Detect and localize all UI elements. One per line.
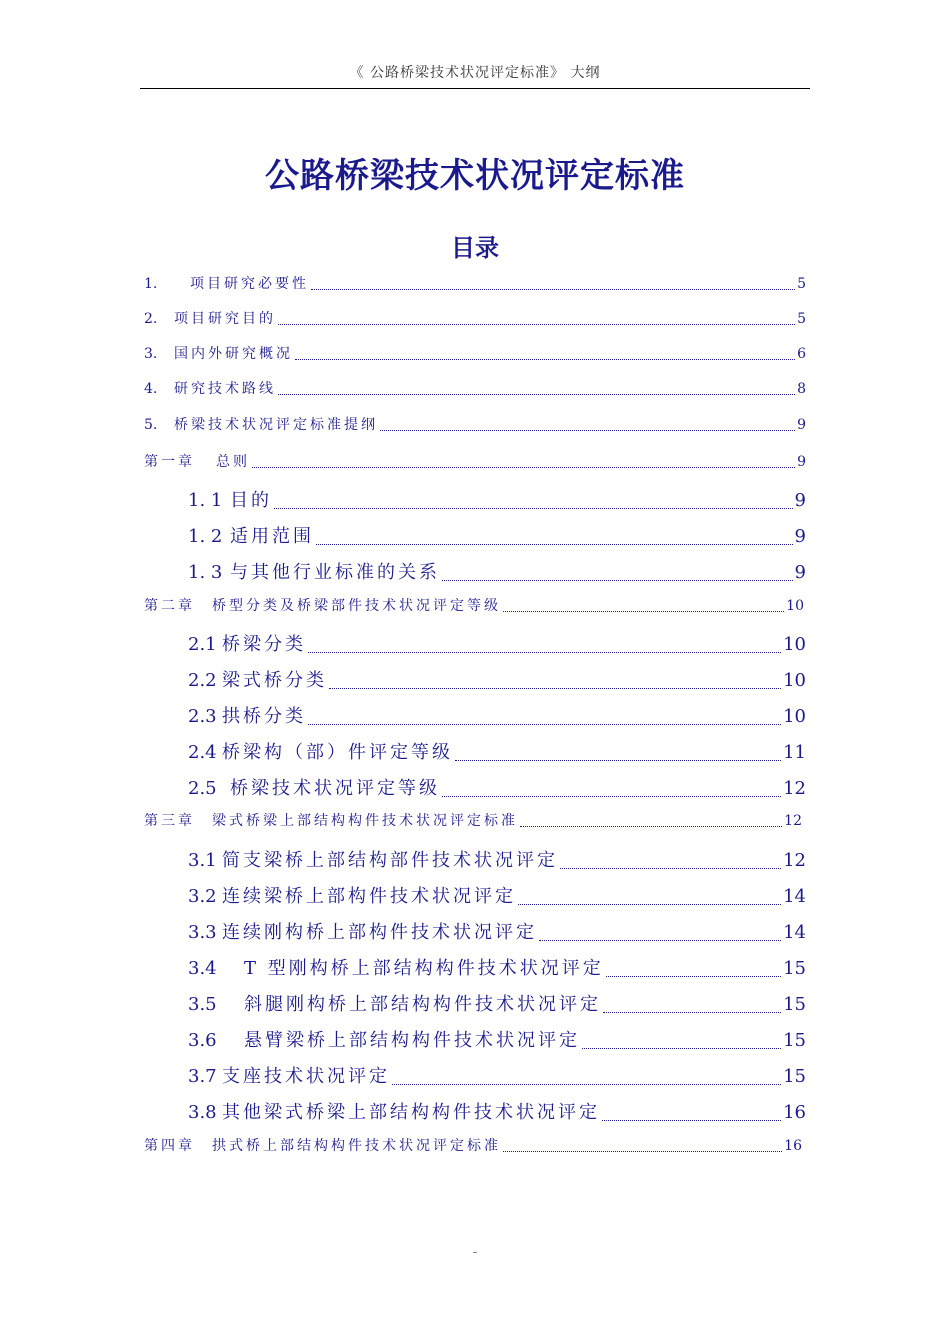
toc-entry-number: 第四章 xyxy=(144,1138,195,1154)
toc-leader-dots xyxy=(311,289,795,290)
toc-leader-dots xyxy=(603,1012,781,1013)
toc-entry-page: 9 xyxy=(794,490,806,511)
running-header: 《 公路桥梁技术状况评定标准》 大纲 xyxy=(349,65,601,81)
toc-section[interactable] xyxy=(188,486,806,512)
toc-leader-dots xyxy=(582,1048,781,1049)
toc-entry-page: 10 xyxy=(783,670,806,691)
toc-entry-title: 简支梁桥上部结构部件技术状况评定 xyxy=(222,850,558,871)
toc-section[interactable] xyxy=(188,954,806,980)
toc-section[interactable] xyxy=(188,702,806,728)
toc-section[interactable] xyxy=(188,990,806,1016)
toc-leader-dots xyxy=(380,430,795,431)
toc-entry-number: 2.5 xyxy=(188,778,217,799)
toc-entry-page: 16 xyxy=(783,1102,806,1123)
toc-leader-dots xyxy=(308,724,781,725)
toc-entry-title: 桥梁分类 xyxy=(222,634,306,655)
toc-entry-number: 3.7 xyxy=(188,1066,217,1087)
toc-leader-dots xyxy=(602,1120,781,1121)
toc-entry-page: 16 xyxy=(784,1138,802,1154)
toc-entry-number: 2.4 xyxy=(188,742,217,763)
toc-leader-dots xyxy=(520,826,782,827)
toc-chapter[interactable] xyxy=(144,451,806,471)
toc-entry-page: 9 xyxy=(797,454,806,470)
toc-entry-page: 6 xyxy=(797,346,806,362)
toc-entry-title: T 型刚构桥上部结构构件技术状况评定 xyxy=(244,958,604,979)
toc-entry-page: 10 xyxy=(783,706,806,727)
toc-entry-title: 与其他行业标准的关系 xyxy=(230,562,440,583)
toc-entry-title: 梁式桥梁上部结构构件技术状况评定标准 xyxy=(212,813,518,829)
toc-leader-dots xyxy=(442,580,793,581)
toc-entry-number: 2.2 xyxy=(188,670,217,691)
toc-entry-title: 目的 xyxy=(230,490,272,511)
toc-entry-number: 3.4 xyxy=(188,958,217,979)
toc-section[interactable] xyxy=(188,522,806,548)
toc-entry-number: 5. xyxy=(144,417,158,433)
toc-entry-number: 2. xyxy=(144,311,158,327)
toc-entry-page: 8 xyxy=(797,381,806,397)
toc-entry-number: 2.3 xyxy=(188,706,217,727)
toc-entry-title: 拱桥分类 xyxy=(222,706,306,727)
toc-entry-page: 5 xyxy=(797,276,806,292)
toc-entry-title: 桥梁技术状况评定标准提纲 xyxy=(174,417,378,433)
toc-section[interactable] xyxy=(188,1062,806,1088)
toc-leader-dots xyxy=(308,652,781,653)
toc-section[interactable] xyxy=(188,918,806,944)
toc-entry-page: 9 xyxy=(794,562,806,583)
toc-leader-dots xyxy=(316,544,793,545)
toc-entry-title: 项目研究必要性 xyxy=(190,276,309,292)
toc-entry[interactable] xyxy=(144,378,806,398)
toc-chapter[interactable] xyxy=(144,1135,802,1155)
toc-section[interactable] xyxy=(188,882,806,908)
toc-entry-number: 第二章 xyxy=(144,598,195,614)
toc-leader-dots xyxy=(329,688,781,689)
toc-entry-number: 3.1 xyxy=(188,850,217,871)
toc-entry-title: 总则 xyxy=(216,454,250,470)
toc-entry-number: 3. xyxy=(144,346,158,362)
toc-chapter[interactable] xyxy=(144,595,804,615)
toc-entry-title: 连续梁桥上部构件技术状况评定 xyxy=(222,886,516,907)
toc-entry-number: 2.1 xyxy=(188,634,217,655)
toc-entry-page: 14 xyxy=(783,922,806,943)
document-title: 公路桥梁技术状况评定标准 xyxy=(265,156,685,196)
header-divider xyxy=(140,88,810,89)
toc-entry-number: 1. 2 xyxy=(188,526,223,547)
toc-section[interactable] xyxy=(188,1026,806,1052)
toc-entry-page: 5 xyxy=(797,311,806,327)
toc-entry-number: 3.5 xyxy=(188,994,217,1015)
toc-entry-number: 第三章 xyxy=(144,813,195,829)
toc-leader-dots xyxy=(442,796,781,797)
toc-entry-page: 14 xyxy=(783,886,806,907)
toc-entry-page: 11 xyxy=(783,742,806,763)
toc-entry[interactable] xyxy=(144,273,806,293)
toc-chapter[interactable] xyxy=(144,810,802,830)
toc-entry-title: 支座技术状况评定 xyxy=(222,1066,390,1087)
toc-entry-page: 10 xyxy=(783,634,806,655)
toc-entry-title: 斜腿刚构桥上部结构构件技术状况评定 xyxy=(244,994,601,1015)
toc-entry-title: 桥梁技术状况评定等级 xyxy=(230,778,440,799)
toc-entry-page: 9 xyxy=(794,526,806,547)
toc-entry[interactable] xyxy=(144,308,806,328)
toc-entry-title: 研究技术路线 xyxy=(174,381,276,397)
toc-entry-title: 悬臂梁桥上部结构构件技术状况评定 xyxy=(244,1030,580,1051)
toc-leader-dots xyxy=(295,359,795,360)
toc-leader-dots xyxy=(455,760,781,761)
toc-entry-number: 3.8 xyxy=(188,1102,217,1123)
toc-leader-dots xyxy=(503,1151,782,1152)
toc-entry-page: 12 xyxy=(783,778,806,799)
toc-section[interactable] xyxy=(188,738,806,764)
toc-leader-dots xyxy=(392,1084,781,1085)
toc-section[interactable] xyxy=(188,774,806,800)
toc-leader-dots xyxy=(503,611,784,612)
toc-entry-page: 15 xyxy=(783,994,806,1015)
toc-entry-number: 1. 1 xyxy=(188,490,223,511)
toc-section[interactable] xyxy=(188,666,806,692)
toc-entry-page: 15 xyxy=(783,958,806,979)
toc-leader-dots xyxy=(539,940,781,941)
toc-leader-dots xyxy=(518,904,781,905)
toc-entry[interactable] xyxy=(144,343,806,363)
footer-mark xyxy=(473,1252,477,1253)
toc-entry-title: 梁式桥分类 xyxy=(222,670,327,691)
toc-entry-title: 适用范围 xyxy=(230,526,314,547)
toc-section[interactable] xyxy=(188,846,806,872)
toc-leader-dots xyxy=(278,324,795,325)
toc-entry-number: 1. xyxy=(144,276,158,292)
toc-entry-number: 4. xyxy=(144,381,158,397)
toc-entry-page: 15 xyxy=(783,1066,806,1087)
toc-entry-title: 拱式桥上部结构构件技术状况评定标准 xyxy=(212,1138,501,1154)
toc-leader-dots xyxy=(274,508,793,509)
toc-section[interactable] xyxy=(188,558,806,584)
toc-entry-number: 1. 3 xyxy=(188,562,223,583)
toc-leader-dots xyxy=(560,868,781,869)
toc-entry-title: 国内外研究概况 xyxy=(174,346,293,362)
toc-heading: 目录 xyxy=(451,233,499,262)
toc-entry-title: 桥梁构（部）件评定等级 xyxy=(222,742,453,763)
toc-entry-number: 3.3 xyxy=(188,922,217,943)
toc-entry-title: 其他梁式桥梁上部结构构件技术状况评定 xyxy=(222,1102,600,1123)
toc-entry-page: 12 xyxy=(784,813,802,829)
toc-entry-number: 3.6 xyxy=(188,1030,217,1051)
toc-section[interactable] xyxy=(188,630,806,656)
toc-leader-dots xyxy=(252,467,795,468)
toc-entry-title: 连续刚构桥上部构件技术状况评定 xyxy=(222,922,537,943)
toc-entry-page: 10 xyxy=(786,598,804,614)
toc-entry-title: 桥型分类及桥梁部件技术状况评定等级 xyxy=(212,598,501,614)
toc-leader-dots xyxy=(278,394,795,395)
toc-entry-number: 第一章 xyxy=(144,454,195,470)
toc-leader-dots xyxy=(606,976,781,977)
toc-entry-number: 3.2 xyxy=(188,886,217,907)
toc-section[interactable] xyxy=(188,1098,806,1124)
toc-entry-title: 项目研究目的 xyxy=(174,311,276,327)
toc-entry-page: 12 xyxy=(783,850,806,871)
toc-entry-page: 9 xyxy=(797,417,806,433)
toc-entry-page: 15 xyxy=(783,1030,806,1051)
toc-entry[interactable] xyxy=(144,414,806,434)
